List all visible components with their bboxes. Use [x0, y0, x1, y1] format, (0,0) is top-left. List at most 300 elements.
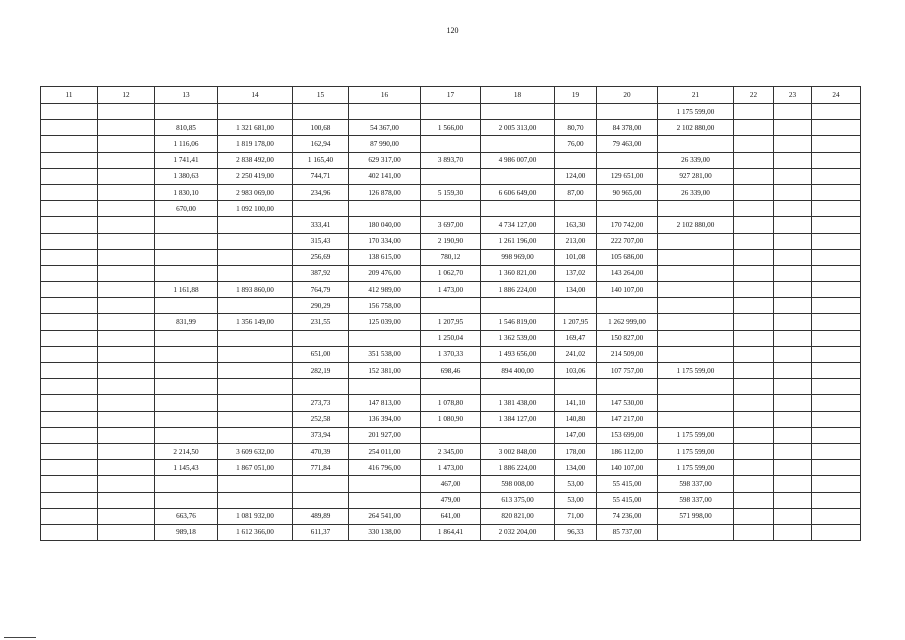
table-cell — [774, 265, 812, 281]
table-cell: 213,00 — [555, 233, 597, 249]
table-cell — [774, 184, 812, 200]
table-cell — [41, 120, 98, 136]
table-cell: 351 538,00 — [349, 346, 421, 362]
table-cell: 598 337,00 — [658, 492, 734, 508]
table-cell: 90 965,00 — [597, 184, 658, 200]
table-cell — [98, 217, 155, 233]
table-cell — [774, 233, 812, 249]
table-cell — [293, 476, 349, 492]
table-cell — [812, 460, 861, 476]
table-cell — [812, 492, 861, 508]
table-cell — [98, 152, 155, 168]
table-cell: 234,96 — [293, 184, 349, 200]
table-cell — [98, 168, 155, 184]
table-cell — [155, 492, 218, 508]
table-cell — [41, 265, 98, 281]
table-cell: 140,80 — [555, 411, 597, 427]
table-cell: 2 345,00 — [421, 443, 481, 459]
table-cell — [734, 184, 774, 200]
table-row — [41, 330, 861, 346]
table-cell — [98, 363, 155, 379]
table-cell: 96,33 — [555, 524, 597, 540]
table-cell: 79 463,00 — [597, 136, 658, 152]
table-cell: 315,43 — [293, 233, 349, 249]
table-cell — [812, 330, 861, 346]
column-header-11: 11 — [41, 87, 98, 104]
table-cell: 1 380,63 — [155, 168, 218, 184]
table-row — [41, 217, 861, 233]
table-cell — [98, 395, 155, 411]
table-cell: 467,00 — [421, 476, 481, 492]
table-cell: 764,79 — [293, 282, 349, 298]
table-cell — [774, 330, 812, 346]
table-cell: 1 566,00 — [421, 120, 481, 136]
table-cell: 80,70 — [555, 120, 597, 136]
table-cell: 470,39 — [293, 443, 349, 459]
table-cell — [812, 265, 861, 281]
table-cell — [734, 249, 774, 265]
table-cell — [421, 379, 481, 395]
table-cell: 1 612 366,00 — [218, 524, 293, 540]
table-cell: 780,12 — [421, 249, 481, 265]
table-cell — [734, 168, 774, 184]
table-row — [41, 476, 861, 492]
table-cell: 2 102 880,00 — [658, 217, 734, 233]
table-cell: 231,55 — [293, 314, 349, 330]
table-cell: 180 040,00 — [349, 217, 421, 233]
table-cell: 1 080,90 — [421, 411, 481, 427]
table-cell — [481, 427, 555, 443]
table-cell: 416 796,00 — [349, 460, 421, 476]
table-cell: 125 039,00 — [349, 314, 421, 330]
table-cell: 771,84 — [293, 460, 349, 476]
table-cell — [218, 217, 293, 233]
table-cell: 613 375,00 — [481, 492, 555, 508]
table-cell: 156 758,00 — [349, 298, 421, 314]
table-cell — [658, 265, 734, 281]
table-cell: 282,19 — [293, 363, 349, 379]
table-cell: 153 699,00 — [597, 427, 658, 443]
table-cell — [734, 233, 774, 249]
table-cell — [41, 314, 98, 330]
table-cell: 169,47 — [555, 330, 597, 346]
table-cell — [658, 330, 734, 346]
table-cell — [812, 201, 861, 217]
table-cell — [774, 201, 812, 217]
table-cell: 387,92 — [293, 265, 349, 281]
table-row — [41, 265, 861, 281]
table-cell — [98, 104, 155, 120]
table-cell — [812, 168, 861, 184]
column-header-24: 24 — [812, 87, 861, 104]
table-cell: 1 360 821,00 — [481, 265, 555, 281]
table-cell — [41, 168, 98, 184]
table-cell — [812, 395, 861, 411]
table-cell: 3 609 632,00 — [218, 443, 293, 459]
table-cell — [218, 265, 293, 281]
table-cell — [658, 411, 734, 427]
table-cell — [98, 460, 155, 476]
table-cell — [98, 411, 155, 427]
table-cell — [349, 379, 421, 395]
table-cell: 598 008,00 — [481, 476, 555, 492]
table-cell — [41, 395, 98, 411]
table-cell: 163,30 — [555, 217, 597, 233]
table-cell — [774, 217, 812, 233]
table-cell: 138 615,00 — [349, 249, 421, 265]
table-row — [41, 298, 861, 314]
table-cell — [41, 524, 98, 540]
table-cell — [421, 136, 481, 152]
table-cell — [155, 395, 218, 411]
table-cell: 6 606 649,00 — [481, 184, 555, 200]
page-number: 120 — [446, 26, 459, 35]
table-cell — [812, 298, 861, 314]
table-cell — [774, 249, 812, 265]
table-cell — [734, 460, 774, 476]
table-cell — [41, 249, 98, 265]
table-cell: 3 002 848,00 — [481, 443, 555, 459]
table-cell — [41, 184, 98, 200]
table-cell: 4 986 007,00 — [481, 152, 555, 168]
table-cell — [155, 217, 218, 233]
table-cell: 1 893 860,00 — [218, 282, 293, 298]
table-cell: 137,02 — [555, 265, 597, 281]
table-cell — [293, 330, 349, 346]
table-row — [41, 346, 861, 362]
table-cell: 3 893,70 — [421, 152, 481, 168]
table-cell — [812, 379, 861, 395]
table-cell — [98, 524, 155, 540]
table-cell — [734, 120, 774, 136]
table-cell: 1 886 224,00 — [481, 282, 555, 298]
table-cell — [41, 217, 98, 233]
table-cell: 101,08 — [555, 249, 597, 265]
table-cell — [734, 152, 774, 168]
column-header-16: 16 — [349, 87, 421, 104]
table-cell: 1 370,33 — [421, 346, 481, 362]
table-cell: 1 819 178,00 — [218, 136, 293, 152]
table-cell: 1 175 599,00 — [658, 104, 734, 120]
table-cell — [41, 233, 98, 249]
table-cell — [481, 168, 555, 184]
table-cell — [98, 330, 155, 346]
column-header-20: 20 — [597, 87, 658, 104]
table-row — [41, 152, 861, 168]
table-cell: 129 651,00 — [597, 168, 658, 184]
table-cell: 1 062,70 — [421, 265, 481, 281]
column-header-13: 13 — [155, 87, 218, 104]
table-cell — [41, 136, 98, 152]
table-cell — [218, 330, 293, 346]
table-cell: 333,41 — [293, 217, 349, 233]
table-cell: 84 378,00 — [597, 120, 658, 136]
table-row — [41, 168, 861, 184]
table-cell: 1 175 599,00 — [658, 363, 734, 379]
table-cell — [812, 249, 861, 265]
table-cell — [155, 427, 218, 443]
table-row — [41, 379, 861, 395]
table-cell — [734, 314, 774, 330]
table-cell: 136 394,00 — [349, 411, 421, 427]
table-cell — [774, 427, 812, 443]
table-cell — [349, 201, 421, 217]
table-cell: 85 737,00 — [597, 524, 658, 540]
table-cell: 273,73 — [293, 395, 349, 411]
table-cell: 489,89 — [293, 508, 349, 524]
table-cell — [218, 492, 293, 508]
table-cell: 831,99 — [155, 314, 218, 330]
table-cell: 1 261 196,00 — [481, 233, 555, 249]
table-cell: 214 509,00 — [597, 346, 658, 362]
table-cell — [812, 184, 861, 200]
table-row — [41, 427, 861, 443]
table-cell — [349, 104, 421, 120]
table-cell: 670,00 — [155, 201, 218, 217]
table-cell — [774, 411, 812, 427]
table-cell — [734, 265, 774, 281]
table-cell: 2 190,90 — [421, 233, 481, 249]
table-cell: 256,69 — [293, 249, 349, 265]
column-header-12: 12 — [98, 87, 155, 104]
table-cell: 201 927,00 — [349, 427, 421, 443]
header-row — [41, 87, 861, 104]
table-row — [41, 120, 861, 136]
table-cell: 1 362 539,00 — [481, 330, 555, 346]
table-cell — [349, 330, 421, 346]
table-cell — [734, 524, 774, 540]
table-cell: 26 339,00 — [658, 184, 734, 200]
table-cell: 373,94 — [293, 427, 349, 443]
table-cell: 1 078,80 — [421, 395, 481, 411]
table-cell — [774, 443, 812, 459]
table-cell: 1 175 599,00 — [658, 443, 734, 459]
table-cell — [98, 201, 155, 217]
table-cell — [734, 411, 774, 427]
table-cell: 1 116,06 — [155, 136, 218, 152]
table-cell — [481, 379, 555, 395]
table-cell — [41, 104, 98, 120]
table-cell — [293, 492, 349, 508]
table-cell: 330 138,00 — [349, 524, 421, 540]
table-cell — [218, 249, 293, 265]
table-cell — [41, 443, 98, 459]
table-cell — [41, 476, 98, 492]
table-cell: 1 473,00 — [421, 460, 481, 476]
table-cell — [774, 298, 812, 314]
table-cell — [774, 104, 812, 120]
table-cell — [218, 395, 293, 411]
table-cell: 1 165,40 — [293, 152, 349, 168]
table-cell — [555, 379, 597, 395]
table-cell — [218, 346, 293, 362]
table-cell — [774, 346, 812, 362]
table-cell — [734, 282, 774, 298]
table-cell: 2 214,50 — [155, 443, 218, 459]
table-cell — [218, 104, 293, 120]
table-cell — [555, 298, 597, 314]
table-row — [41, 314, 861, 330]
column-header-15: 15 — [293, 87, 349, 104]
table-cell — [812, 120, 861, 136]
table-cell — [597, 104, 658, 120]
table-cell — [597, 298, 658, 314]
table-cell: 927 281,00 — [658, 168, 734, 184]
table-cell: 1 207,95 — [421, 314, 481, 330]
table-cell: 641,00 — [421, 508, 481, 524]
table-cell: 2 102 880,00 — [658, 120, 734, 136]
table-cell — [734, 443, 774, 459]
column-header-14: 14 — [218, 87, 293, 104]
table-cell: 1 250,04 — [421, 330, 481, 346]
table-cell — [774, 508, 812, 524]
table-cell — [774, 395, 812, 411]
table-cell: 152 381,00 — [349, 363, 421, 379]
table-cell — [734, 346, 774, 362]
table-row — [41, 363, 861, 379]
table-cell: 1 381 438,00 — [481, 395, 555, 411]
table-cell: 1 384 127,00 — [481, 411, 555, 427]
table-cell — [734, 136, 774, 152]
table-cell — [98, 282, 155, 298]
table-cell — [98, 492, 155, 508]
table-cell: 1 830,10 — [155, 184, 218, 200]
table-cell — [812, 136, 861, 152]
table-cell — [98, 265, 155, 281]
table-cell — [734, 508, 774, 524]
table-cell — [734, 201, 774, 217]
table-cell: 107 757,00 — [597, 363, 658, 379]
table-cell — [41, 282, 98, 298]
table-cell — [597, 379, 658, 395]
table-cell — [155, 379, 218, 395]
table-cell: 254 011,00 — [349, 443, 421, 459]
table-cell: 571 998,00 — [658, 508, 734, 524]
table-cell: 1 473,00 — [421, 282, 481, 298]
table-cell: 147 530,00 — [597, 395, 658, 411]
table-cell — [98, 443, 155, 459]
table-cell — [597, 201, 658, 217]
table-cell — [555, 104, 597, 120]
table-cell — [41, 379, 98, 395]
table-cell — [658, 314, 734, 330]
table-cell — [481, 201, 555, 217]
table-cell: 894 400,00 — [481, 363, 555, 379]
table-cell — [658, 201, 734, 217]
table-cell — [155, 330, 218, 346]
table-cell — [812, 346, 861, 362]
table-cell: 1 321 681,00 — [218, 120, 293, 136]
table-cell — [41, 460, 98, 476]
table-cell: 2 838 492,00 — [218, 152, 293, 168]
table-cell: 170 334,00 — [349, 233, 421, 249]
table-cell — [555, 201, 597, 217]
table-cell — [218, 233, 293, 249]
table-cell — [421, 201, 481, 217]
table-cell: 2 005 313,00 — [481, 120, 555, 136]
table-cell — [774, 168, 812, 184]
table-cell — [812, 508, 861, 524]
table-row — [41, 524, 861, 540]
table-cell — [774, 476, 812, 492]
table-cell: 76,00 — [555, 136, 597, 152]
table-cell — [218, 298, 293, 314]
table-cell — [658, 346, 734, 362]
table-cell — [734, 104, 774, 120]
table-cell — [155, 298, 218, 314]
table-cell — [734, 330, 774, 346]
table-cell: 209 476,00 — [349, 265, 421, 281]
table-cell — [41, 411, 98, 427]
table-cell: 1 886 224,00 — [481, 460, 555, 476]
table-cell — [41, 330, 98, 346]
table-body — [41, 104, 861, 541]
table-cell — [774, 120, 812, 136]
table-cell — [812, 217, 861, 233]
table-cell — [218, 427, 293, 443]
table-row — [41, 184, 861, 200]
table-cell — [812, 443, 861, 459]
table-cell — [658, 395, 734, 411]
table-cell — [421, 298, 481, 314]
table-cell: 820 821,00 — [481, 508, 555, 524]
table-row — [41, 249, 861, 265]
table-cell: 178,00 — [555, 443, 597, 459]
table-cell: 105 686,00 — [597, 249, 658, 265]
table-cell — [658, 524, 734, 540]
table-cell — [734, 492, 774, 508]
table-cell — [98, 427, 155, 443]
table-cell — [41, 363, 98, 379]
table-cell — [349, 492, 421, 508]
table-cell — [98, 298, 155, 314]
table-cell: 147,00 — [555, 427, 597, 443]
table-cell — [555, 152, 597, 168]
table-cell: 87 990,00 — [349, 136, 421, 152]
table-cell: 651,00 — [293, 346, 349, 362]
table-row — [41, 460, 861, 476]
table-cell: 611,37 — [293, 524, 349, 540]
table-cell — [658, 298, 734, 314]
table-cell — [218, 379, 293, 395]
table-cell: 1 546 819,00 — [481, 314, 555, 330]
table-cell — [597, 152, 658, 168]
table-cell — [812, 363, 861, 379]
table-header — [41, 87, 861, 104]
table-cell — [774, 314, 812, 330]
table-cell: 1 092 100,00 — [218, 201, 293, 217]
table-cell — [812, 233, 861, 249]
column-header-19: 19 — [555, 87, 597, 104]
table-cell: 4 734 127,00 — [481, 217, 555, 233]
table-cell: 1 081 932,00 — [218, 508, 293, 524]
table-cell: 412 989,00 — [349, 282, 421, 298]
table-cell — [734, 363, 774, 379]
table-cell — [98, 508, 155, 524]
column-header-21: 21 — [658, 87, 734, 104]
table-cell — [481, 136, 555, 152]
table-row — [41, 411, 861, 427]
table-row — [41, 233, 861, 249]
table-cell — [218, 476, 293, 492]
table-cell — [658, 282, 734, 298]
table-cell — [812, 152, 861, 168]
table-cell — [218, 363, 293, 379]
table-cell: 1 175 599,00 — [658, 460, 734, 476]
table-cell — [812, 524, 861, 540]
table-cell: 1 741,41 — [155, 152, 218, 168]
table-cell: 3 697,00 — [421, 217, 481, 233]
